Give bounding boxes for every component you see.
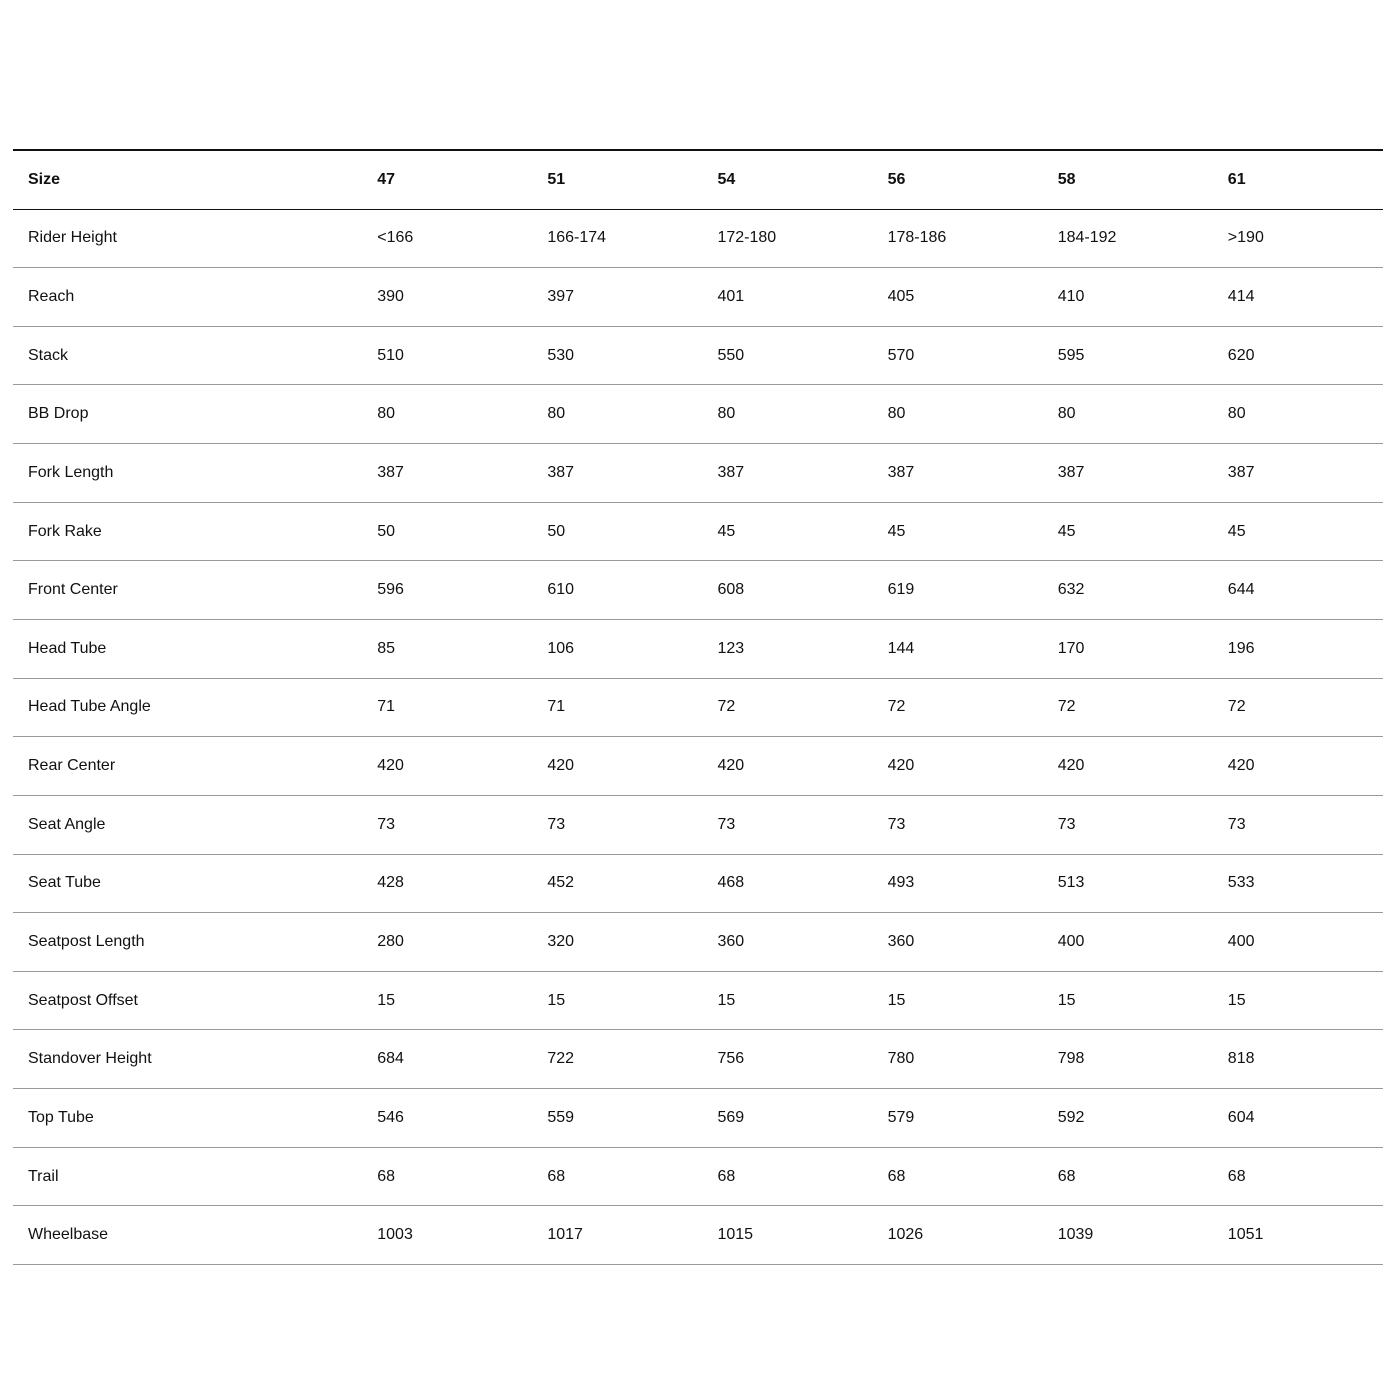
geometry-table <box>13 149 1383 1265</box>
table-cell: 397 <box>532 268 702 327</box>
table-cell: 360 <box>702 913 872 972</box>
table-cell: 73 <box>532 795 702 854</box>
row-label: Rider Height <box>13 209 362 268</box>
table-cell: 387 <box>532 444 702 503</box>
header-size-58: 58 <box>1043 150 1213 209</box>
table-cell: 400 <box>1213 913 1383 972</box>
table-row <box>13 1147 1383 1206</box>
table-cell: 390 <box>362 268 532 327</box>
table-cell: 387 <box>362 444 532 503</box>
table-row <box>13 1030 1383 1089</box>
table-cell: 722 <box>532 1030 702 1089</box>
table-cell: 595 <box>1043 326 1213 385</box>
header-size-51: 51 <box>532 150 702 209</box>
table-cell: 80 <box>362 385 532 444</box>
table-cell: 401 <box>702 268 872 327</box>
table-cell: 73 <box>1213 795 1383 854</box>
header-size-47: 47 <box>362 150 532 209</box>
row-label: Seatpost Length <box>13 913 362 972</box>
row-label: Seat Angle <box>13 795 362 854</box>
table-cell: 410 <box>1043 268 1213 327</box>
table-cell: 85 <box>362 619 532 678</box>
table-row <box>13 268 1383 327</box>
table-cell: 15 <box>873 971 1043 1030</box>
header-size-label: Size <box>13 150 362 209</box>
table-cell: 50 <box>532 502 702 561</box>
table-cell: 619 <box>873 561 1043 620</box>
table-body <box>13 209 1383 1265</box>
table-cell: 45 <box>873 502 1043 561</box>
table-cell: 73 <box>702 795 872 854</box>
table-cell: 570 <box>873 326 1043 385</box>
table-row <box>13 502 1383 561</box>
table-cell: 73 <box>873 795 1043 854</box>
table-cell: 387 <box>702 444 872 503</box>
table-cell: 1015 <box>702 1206 872 1265</box>
row-label: Head Tube <box>13 619 362 678</box>
table-cell: 756 <box>702 1030 872 1089</box>
header-size-54: 54 <box>702 150 872 209</box>
table-cell: 684 <box>362 1030 532 1089</box>
table-cell: 530 <box>532 326 702 385</box>
table-cell: 280 <box>362 913 532 972</box>
table-cell: 45 <box>1043 502 1213 561</box>
table-cell: 513 <box>1043 854 1213 913</box>
table-row <box>13 678 1383 737</box>
table-cell: 178-186 <box>873 209 1043 268</box>
row-label: Standover Height <box>13 1030 362 1089</box>
table-cell: 559 <box>532 1089 702 1148</box>
table-cell: 72 <box>873 678 1043 737</box>
table-cell: 579 <box>873 1089 1043 1148</box>
table-row <box>13 444 1383 503</box>
table-cell: 72 <box>702 678 872 737</box>
table-cell: 80 <box>1213 385 1383 444</box>
header-size-61: 61 <box>1213 150 1383 209</box>
table-cell: 632 <box>1043 561 1213 620</box>
table-cell: 604 <box>1213 1089 1383 1148</box>
table-cell: 780 <box>873 1030 1043 1089</box>
table-cell: 818 <box>1213 1030 1383 1089</box>
table-cell: 166-174 <box>532 209 702 268</box>
table-row <box>13 1206 1383 1265</box>
row-label: Wheelbase <box>13 1206 362 1265</box>
table-cell: 320 <box>532 913 702 972</box>
table-row <box>13 795 1383 854</box>
table-cell: 73 <box>1043 795 1213 854</box>
table-cell: <166 <box>362 209 532 268</box>
table-cell: 68 <box>532 1147 702 1206</box>
table-cell: 184-192 <box>1043 209 1213 268</box>
table-row <box>13 854 1383 913</box>
row-label: Fork Rake <box>13 502 362 561</box>
table-cell: 420 <box>532 737 702 796</box>
table-cell: 45 <box>1213 502 1383 561</box>
table-row <box>13 385 1383 444</box>
table-cell: 80 <box>1043 385 1213 444</box>
table-cell: 533 <box>1213 854 1383 913</box>
table-cell: 550 <box>702 326 872 385</box>
table-cell: 546 <box>362 1089 532 1148</box>
table-cell: 172-180 <box>702 209 872 268</box>
row-label: Top Tube <box>13 1089 362 1148</box>
table-cell: 196 <box>1213 619 1383 678</box>
table-cell: 387 <box>1213 444 1383 503</box>
table-cell: 400 <box>1043 913 1213 972</box>
table-cell: 420 <box>1043 737 1213 796</box>
row-label: Rear Center <box>13 737 362 796</box>
table-cell: 1003 <box>362 1206 532 1265</box>
table-cell: 71 <box>532 678 702 737</box>
table-cell: 68 <box>702 1147 872 1206</box>
row-label: BB Drop <box>13 385 362 444</box>
table-cell: 50 <box>362 502 532 561</box>
table-cell: 106 <box>532 619 702 678</box>
header-size-56: 56 <box>873 150 1043 209</box>
table-cell: 405 <box>873 268 1043 327</box>
table-header-row <box>13 150 1383 209</box>
table-cell: 452 <box>532 854 702 913</box>
table-cell: 387 <box>1043 444 1213 503</box>
table-cell: 493 <box>873 854 1043 913</box>
table-row <box>13 737 1383 796</box>
table-cell: 1017 <box>532 1206 702 1265</box>
table-cell: 71 <box>362 678 532 737</box>
table-cell: 468 <box>702 854 872 913</box>
table-cell: 80 <box>873 385 1043 444</box>
table-cell: 592 <box>1043 1089 1213 1148</box>
table-cell: 610 <box>532 561 702 620</box>
table-cell: 644 <box>1213 561 1383 620</box>
table-cell: 170 <box>1043 619 1213 678</box>
row-label: Trail <box>13 1147 362 1206</box>
table-cell: 15 <box>702 971 872 1030</box>
table-cell: 360 <box>873 913 1043 972</box>
table-cell: 72 <box>1043 678 1213 737</box>
table-cell: 80 <box>532 385 702 444</box>
table-cell: 68 <box>873 1147 1043 1206</box>
row-label: Seatpost Offset <box>13 971 362 1030</box>
table-row <box>13 326 1383 385</box>
table-cell: 45 <box>702 502 872 561</box>
table-cell: 144 <box>873 619 1043 678</box>
row-label: Stack <box>13 326 362 385</box>
table-cell: 15 <box>362 971 532 1030</box>
table-cell: 15 <box>532 971 702 1030</box>
table-cell: 414 <box>1213 268 1383 327</box>
table-cell: 420 <box>873 737 1043 796</box>
table-row <box>13 209 1383 268</box>
table-cell: 1026 <box>873 1206 1043 1265</box>
table-row <box>13 1089 1383 1148</box>
table-cell: 420 <box>702 737 872 796</box>
table-row <box>13 619 1383 678</box>
table-cell: 428 <box>362 854 532 913</box>
table-cell: 72 <box>1213 678 1383 737</box>
table-cell: 15 <box>1043 971 1213 1030</box>
table-cell: 596 <box>362 561 532 620</box>
table-cell: 68 <box>1213 1147 1383 1206</box>
table-cell: >190 <box>1213 209 1383 268</box>
table-cell: 80 <box>702 385 872 444</box>
table-cell: 1039 <box>1043 1206 1213 1265</box>
table-cell: 1051 <box>1213 1206 1383 1265</box>
table-cell: 569 <box>702 1089 872 1148</box>
table-row <box>13 971 1383 1030</box>
table-row <box>13 561 1383 620</box>
table-cell: 68 <box>362 1147 532 1206</box>
table-cell: 420 <box>1213 737 1383 796</box>
table-row <box>13 913 1383 972</box>
table-cell: 123 <box>702 619 872 678</box>
row-label: Seat Tube <box>13 854 362 913</box>
row-label: Front Center <box>13 561 362 620</box>
table-cell: 68 <box>1043 1147 1213 1206</box>
row-label: Reach <box>13 268 362 327</box>
table-cell: 798 <box>1043 1030 1213 1089</box>
table-cell: 608 <box>702 561 872 620</box>
table-cell: 73 <box>362 795 532 854</box>
row-label: Fork Length <box>13 444 362 503</box>
table-cell: 510 <box>362 326 532 385</box>
table-cell: 387 <box>873 444 1043 503</box>
table-cell: 15 <box>1213 971 1383 1030</box>
table-cell: 420 <box>362 737 532 796</box>
row-label: Head Tube Angle <box>13 678 362 737</box>
table-cell: 620 <box>1213 326 1383 385</box>
